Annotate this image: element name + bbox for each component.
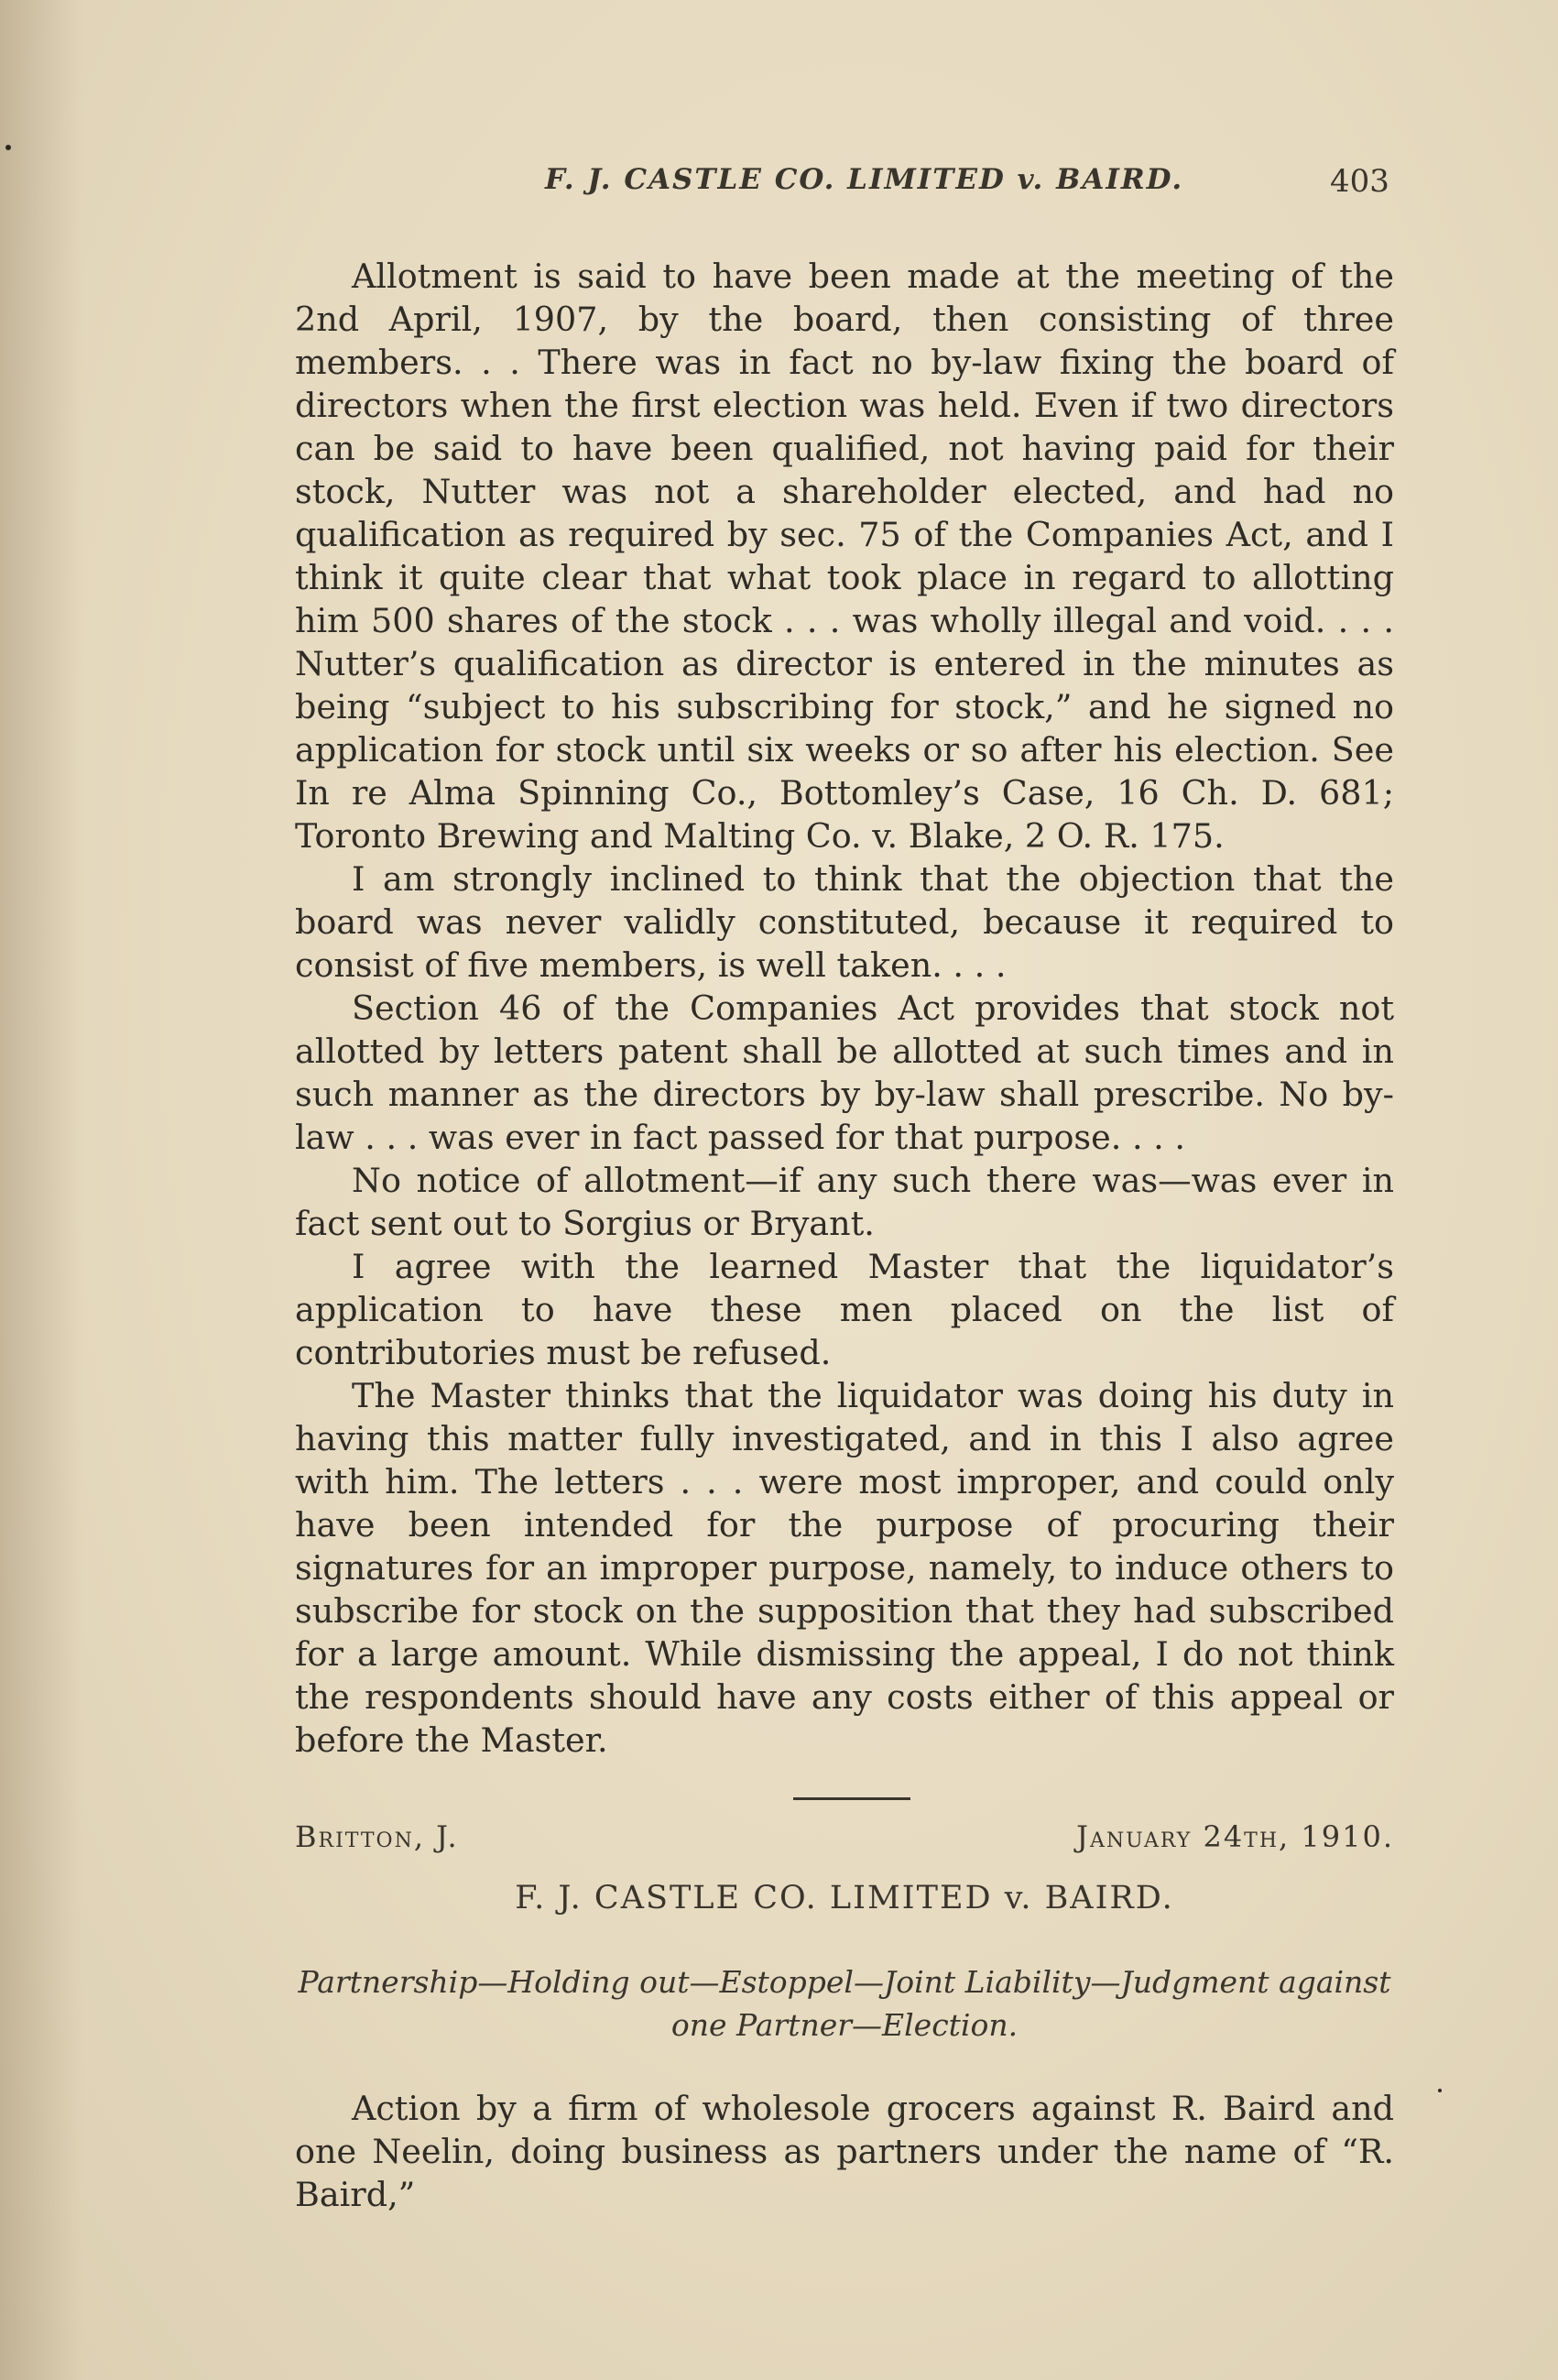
case-date: January 24th, 1910. — [1076, 1819, 1394, 1854]
binding-shadow — [0, 0, 82, 2380]
paragraph-costs: The Master thinks that the liquidator was doing his duty in having this matter fully investigated, and in this I also agree with him. The letters . . . were most improper, and could only have been intended for the purpose of procuring their signatures for an improper purpose, namely, to induce others to subscribe for stock on the supposition that they had subscribed for a large amount. While dismissing the appeal, I do not think the respondents should have any costs either of this appeal or before the Master. — [295, 1376, 1394, 1760]
case-header-line — [295, 1819, 1394, 1863]
paragraph-section-46: Section 46 of the Companies Act provides that stock not allotted by letters patent shall be allotted at such times and in such manner as the directors by by-law shall prescribe. No by-law . . . was ever in fact passed for that purpose. . . . — [295, 988, 1394, 1157]
paragraph-action-intro: Action by a firm of wholesole grocers against R. Baird and one Neelin, doing business as partners under the name of “R. Baird,” — [295, 2089, 1394, 2214]
paragraph-allotment: Allotment is said to have been made at the meeting of the 2nd April, 1907, by the board, then consisting of three members. . . There was in fact no by-law fixing the board of directors when the first election was held. Even if two directors can be said to have been qualified, not having paid for their stock, Nutter was not a shareholder elected, and had no qualification as required by sec. 75 of the Companies Act, and I think it quite clear that what took place in regard to allotting him 500 shares of the stock . . . was wholly illegal and void. . . . Nutter’s qualification as director is entered in the minutes as being “subject to his subscribing for stock,” and he signed no application for stock until six weeks or so after his election. See In re Alma Spinning Co., Bottomley’s Case, 16 Ch. D. 681; Toronto Brewing and Malting Co. v. Blake, 2 O. R. 175. — [295, 257, 1394, 856]
paper-speck — [5, 145, 11, 150]
running-head — [0, 163, 1558, 214]
section-divider-rule — [793, 1797, 910, 1800]
running-head-title: F. J. CASTLE CO. LIMITED v. BAIRD. — [545, 163, 1184, 196]
judge-name: Britton, J. — [295, 1819, 459, 1854]
page-number: 403 — [1330, 163, 1389, 200]
judgment-body — [295, 255, 1394, 1762]
paragraph-board-constitution: I am strongly inclined to think that the objection that the board was never validly constituted, because it required to consist of five members, is well taken. . . . — [295, 859, 1394, 985]
paper-speck — [1438, 2089, 1442, 2092]
case-headnote: Partnership—Holding out—Estoppel—Joint Liability—Judgment against one Partner—Election. — [298, 1964, 1391, 2043]
paragraph-agreement-with-master: I agree with the learned Master that the liquidator’s application to have these men placed on the list of contributories must be refused. — [295, 1247, 1394, 1372]
case-intro-paragraph — [295, 2087, 1394, 2216]
case-title: F. J. CASTLE CO. LIMITED v. BAIRD. — [515, 1880, 1174, 1916]
paragraph-notice-of-allotment: No notice of allotment—if any such there was—was ever in fact sent out to Sorgius or Bryant. — [295, 1161, 1394, 1243]
